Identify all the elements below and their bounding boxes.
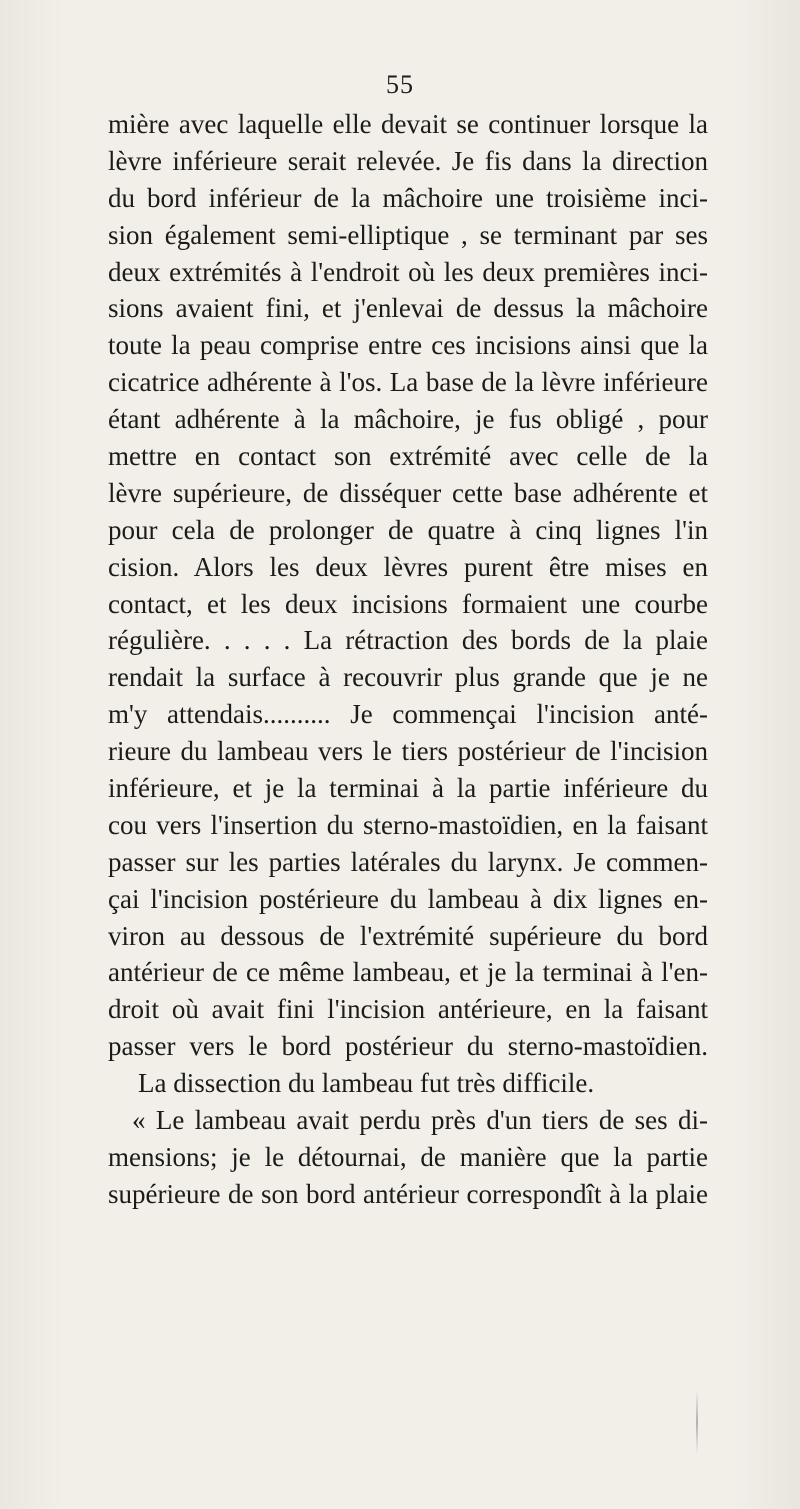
text-line: mière avec laquelle elle devait se continuer lorsque la	[108, 109, 708, 139]
text-line: viron au dessous de l'extrémité supérieure du bord	[108, 920, 708, 951]
text-line: inférieure, et je la terminai à la partie inférieure du	[108, 773, 708, 804]
text-line: toute la peau comprise entre ces incisions ainsi que la	[108, 330, 708, 361]
text-line: rendait la surface à recouvrir plus grande que je ne	[108, 662, 708, 693]
text-line: étant adhérente à la mâchoire, je fus obligé , pour	[108, 404, 708, 435]
text-line: cision. Alors les deux lèvres purent être mises en	[108, 551, 708, 582]
text-line: cou vers l'insertion du sterno-mastoïdien, en la faisant	[108, 809, 708, 840]
text-line: supérieure de son bord antérieur correspondît à la plaie	[108, 1178, 708, 1209]
text-line: passer vers le bord postérieur du sterno-mastoïdien.	[108, 1031, 708, 1062]
text-line: contact, et les deux incisions formaient une courbe	[108, 588, 708, 619]
page-edge-mark	[696, 1390, 698, 1454]
body-text	[108, 106, 708, 1213]
text-line: droit où avait fini l'incision antérieure, en la faisant	[108, 994, 708, 1025]
text-line: sion également semi-elliptique , se terminant par ses	[108, 219, 708, 250]
text-line: lèvre supérieure, de disséquer cette base adhérente et	[108, 477, 708, 508]
text-line: pour cela de prolonger de quatre à cinq lignes l'in	[108, 514, 708, 545]
text-line: sions avaient fini, et j'enlevai de dessus la mâchoire	[108, 293, 708, 324]
text-line: cicatrice adhérente à l'os. La base de la lèvre inférieure	[108, 367, 708, 398]
text-line: mensions; je le détournai, de manière que la partie	[108, 1141, 708, 1172]
text-line-quote-start: « Le lambeau avait perdu près d'un tiers de ses di-	[132, 1105, 708, 1136]
text-line: lèvre inférieure serait relevée. Je fis dans la direction	[108, 145, 708, 176]
text-line-paragraph-end: La dissection du lambeau fut très difficile.	[138, 1068, 595, 1099]
text-line: antérieur de ce même lambeau, et je la terminai à l'en-	[108, 957, 708, 988]
text-line: mettre en contact son extrémité avec celle de la	[108, 441, 708, 472]
text-line: passer sur les parties latérales du larynx. Je commen-	[108, 846, 708, 877]
text-line: çai l'incision postérieure du lambeau à dix lignes en-	[108, 883, 708, 914]
text-line: rieure du lambeau vers le tiers postérieur de l'incision	[108, 736, 708, 767]
text-line: deux extrémités à l'endroit où les deux premières inci-	[108, 256, 708, 287]
text-line: m'y attendais.......... Je commençai l'incision anté-	[108, 699, 708, 730]
page-number: 55	[386, 70, 414, 99]
text-line: régulière. . . . . La rétraction des bords de la plaie	[108, 625, 708, 656]
text-line: du bord inférieur de la mâchoire une troisième inci-	[108, 182, 708, 213]
